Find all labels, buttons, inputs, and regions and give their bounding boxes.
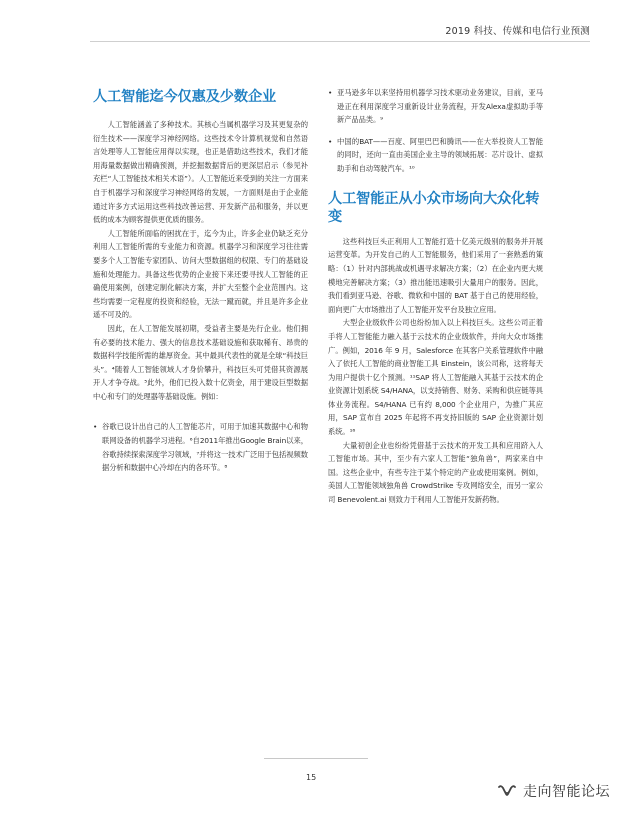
- paragraph: 这些科技巨头正利用人工智能打造十亿美元级别的服务并开展运营变革。为开发自己的人工智能服务，他们采用了一套熟悉的策略：（1）针对内部挑战或机遇寻求解决方案；（2）在企业内更大规模地完善解决方案；（3）推出能迅速吸引大量用户的服务。因此，我们看到亚马逊、谷歌、微软和中国的 BAT 基于自己的使用经验，面向更广大市场推出了人工智能开发平台及独立应用。: [328, 236, 543, 314]
- bullet-list: [328, 86, 543, 176]
- list-item: [328, 86, 543, 127]
- paragraph: 人工智能所面临的困扰在于，迄今为止，许多企业仍缺乏充分利用人工智能所需的专业能力和资源。机器学习和深度学习往往需要多个人工智能专家团队、访问大型数据组的权限、专门的基础设施和处理能力。具备这些优势的企业接下来还要寻找人工智能的正确使用案例，创建定制化解决方案，并扩大至整个企业范围内。这些均需要一定程度的投资和经验，无法一蹴而就，并且是许多企业遥不可及的。: [93, 228, 308, 320]
- paragraph: 大量初创企业也纷纷凭借基于云技术的开发工具和应用跻入人工智能市场。其中，至少有六家人工智能“独角兽”，两家来自中国。这些企业中，有些专注于某个特定的产业或使用案例。例如，美国人工智能领域独角兽 CrowdStrike 专攻网络安全，而另一家公司 Benevolent.ai 则致力于利用人工智能开发新药物。: [328, 440, 543, 505]
- section-heading-ai-few: 人工智能迄今仅惠及少数企业: [93, 89, 277, 105]
- right-column: [328, 86, 543, 507]
- running-header: 2019 科技、传媒和电信行业预测: [445, 26, 590, 37]
- paragraph: 因此，在人工智能发展初期，受益者主要是先行企业。他们拥有必要的技术能力、强大的信息技术基础设施和获取稀有、昂贵的数据科学技能所需的雄厚资金。其中最具代表性的就是全球“科技巨头”。⁴随着人工智能领域人才身价攀升，科技巨头可凭借其资源展开人才争夺战。⁵此外，他们已投入数十亿资金，用于建设巨型数据中心和专门的处理器等基础设施。例如：: [93, 323, 308, 401]
- bullet-list: [93, 420, 308, 474]
- watermark-text: 走向智能论坛: [523, 784, 610, 800]
- paragraph: 人工智能涵盖了多种技术。其核心当属机器学习及其更复杂的衍生技术——深度学习神经网络。这些技术令计算机视觉和自然语言处理等人工智能应用得以实现，也正是借助这些技术，我们才能用海量数据做出精确预测，并挖掘数据背后的更深层启示（参见补充栏“人工智能技术相关术语”）。人工智能近来受到的关注一方面来自于机器学习和深度学习神经网络的发展，一方面则是由于企业能通过许多方式运用这些科技改善运营、开发新产品和服务，并以更低的成本为顾客提供更优质的服务。: [93, 120, 308, 225]
- left-column: [93, 88, 308, 483]
- page-number: 15: [306, 773, 317, 782]
- header-divider: [90, 41, 590, 42]
- paragraph: 大型企业级软件公司也纷纷加入以上科技巨头。这些公司正着手将人工智能能力融入基于云技术的企业级软件，并向大众市场推广。例如，2016 年 9 月，Salesforce 在其客户关系管理软件中融入了依托人工智能的商业智能工具 Einstein，该公司称，这将每天为用户提供十亿个预测。¹¹SAP 将人工智能融入其基于云技术的企业资源计划系统 S4/HANA，以支持销售、财务、采购和供应链等具体业务流程。S4/HANA 已有约 8,000 个企业用户，为推广其应用，SAP 宣布自 2025 年起将不再支持旧版的 SAP 企业资源计划系统。¹⁶: [328, 318, 543, 437]
- footer-divider: [264, 758, 368, 759]
- bullet-icon: •: [328, 88, 333, 97]
- list-item: [328, 135, 543, 176]
- list-item-text: 谷歌已设计出自己的人工智能芯片，可用于加速其数据中心和物联网设备的机器学习进程。⁶自2011年推出Google Brain以来，谷歌持续探索深度学习领域，⁷并将这一技术广泛用于包括视频数据分析和数据中心冷却在内的各环节。⁸: [102, 422, 308, 473]
- list-item: [93, 420, 308, 474]
- list-item-text: 亚马逊多年以来坚持用机器学习技术驱动业务建议，目前，亚马逊正在利用深度学习重新设计业务流程，开发Alexa虚拟助手等新产品品类。⁹: [337, 88, 543, 125]
- list-item-text: 中国的BAT——百度、阿里巴巴和腾讯——在大举投资人工智能的同时，还向一直由美国企业主导的领域拓展：芯片设计、虚拟助手和自动驾驶汽车。¹⁰: [337, 136, 543, 173]
- section-heading-ai-mass: 人工智能正从小众市场向大众化转变: [328, 190, 540, 226]
- bullet-icon: •: [328, 136, 333, 146]
- watermark: [497, 781, 610, 801]
- bullet-icon: •: [93, 422, 98, 432]
- wechat-channel-icon: [497, 781, 517, 801]
